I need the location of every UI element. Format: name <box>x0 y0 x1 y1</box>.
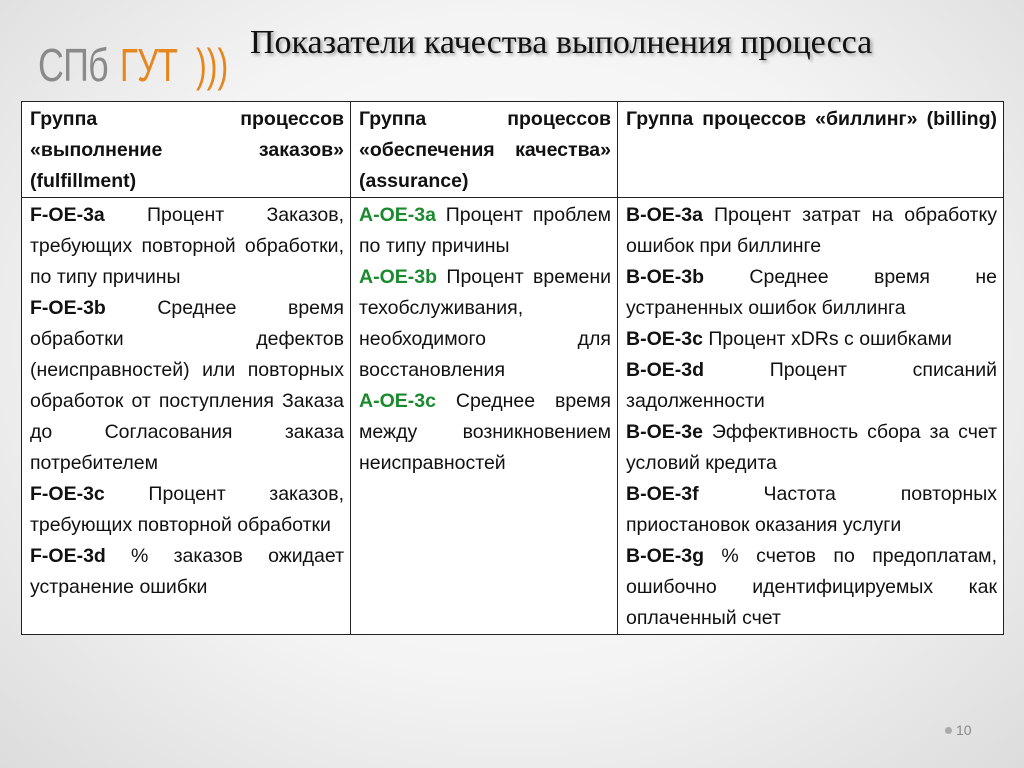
logo-waves: ))) <box>196 39 229 91</box>
metric-text: Среднее время обработки дефектов (неисправностей) или повторных обработок от поступления Заказа до Согласования заказа потребителем <box>30 297 344 474</box>
list-item <box>30 541 344 603</box>
metric-code: B-OE-3e <box>626 421 703 443</box>
cell-billing <box>618 198 1004 635</box>
metric-text: Среднее время между возникновением неисправностей <box>359 390 611 474</box>
metric-code: A-OE-3a <box>359 204 436 226</box>
page-title: Показатели качества выполнения процесса <box>250 24 873 61</box>
metric-code: B-OE-3a <box>626 204 703 226</box>
logo <box>38 38 242 100</box>
metric-text: Процент затрат на обработку ошибок при биллинге <box>626 204 997 257</box>
page-number-value: 10 <box>956 722 972 738</box>
list-item <box>626 479 997 541</box>
header-assurance: Группа процессов «обеспечения качества» (assurance) <box>351 102 618 198</box>
metric-code: B-OE-3g <box>626 545 704 567</box>
list-item <box>626 200 997 262</box>
metric-code: F-OE-3a <box>30 204 105 226</box>
list-item <box>626 324 997 355</box>
metric-code: F-OE-3d <box>30 545 106 567</box>
metric-text: Процент проблем по типу причины <box>359 204 611 257</box>
list-item <box>626 417 997 479</box>
metric-code: B-OE-3b <box>626 266 704 288</box>
list-item <box>30 479 344 541</box>
metric-text: Процент заказов, требующих повторной обработки <box>30 483 344 536</box>
list-item <box>30 200 344 293</box>
metric-text: % счетов по предоплатам, ошибочно идентифицируемых как оплаченный счет <box>626 545 997 629</box>
indicators-table <box>21 101 1004 635</box>
header-fulfillment: Группа процессов «выполнение заказов» (fulfillment) <box>22 102 351 198</box>
metric-text: Эффективность сбора за счет условий кредита <box>626 421 997 474</box>
bullet-icon <box>945 727 952 734</box>
metric-code: B-OE-3d <box>626 359 704 381</box>
metric-code: A-OE-3c <box>359 390 436 412</box>
cell-fulfillment <box>22 198 351 635</box>
page-number <box>945 722 972 738</box>
list-item <box>626 262 997 324</box>
metric-text: Процент списаний задолженности <box>626 359 998 412</box>
list-item <box>359 200 611 262</box>
table-body-row <box>22 198 1004 635</box>
logo-spb: СПб <box>38 39 108 91</box>
metric-text: Процент Заказов, требующих повторной обработки, по типу причины <box>30 204 345 288</box>
list-item <box>359 262 611 386</box>
metric-code: A-OE-3b <box>359 266 437 288</box>
header-billing: Группа процессов «биллинг» (billing) <box>618 102 1004 198</box>
list-item <box>626 355 997 417</box>
metric-code: F-OE-3c <box>30 483 105 505</box>
metric-text: Среднее время не устраненных ошибок биллинга <box>626 266 997 319</box>
metric-text: % заказов ожидает устранение ошибки <box>30 545 344 598</box>
logo-gut: ГУТ <box>120 39 178 91</box>
metric-code: B-OE-3f <box>626 483 699 505</box>
metric-code: B-OE-3c <box>626 328 703 350</box>
list-item <box>30 293 344 479</box>
metric-code: F-OE-3b <box>30 297 106 319</box>
cell-assurance <box>351 198 618 635</box>
list-item <box>359 386 611 479</box>
list-item <box>626 541 997 634</box>
table-header-row <box>22 102 1004 198</box>
metric-text: Процент xDRs с ошибками <box>708 328 952 350</box>
metric-text: Частота повторных приостановок оказания услуги <box>626 483 998 536</box>
metric-text: Процент времени техобслуживания, необходимого для восстановления <box>359 266 611 381</box>
